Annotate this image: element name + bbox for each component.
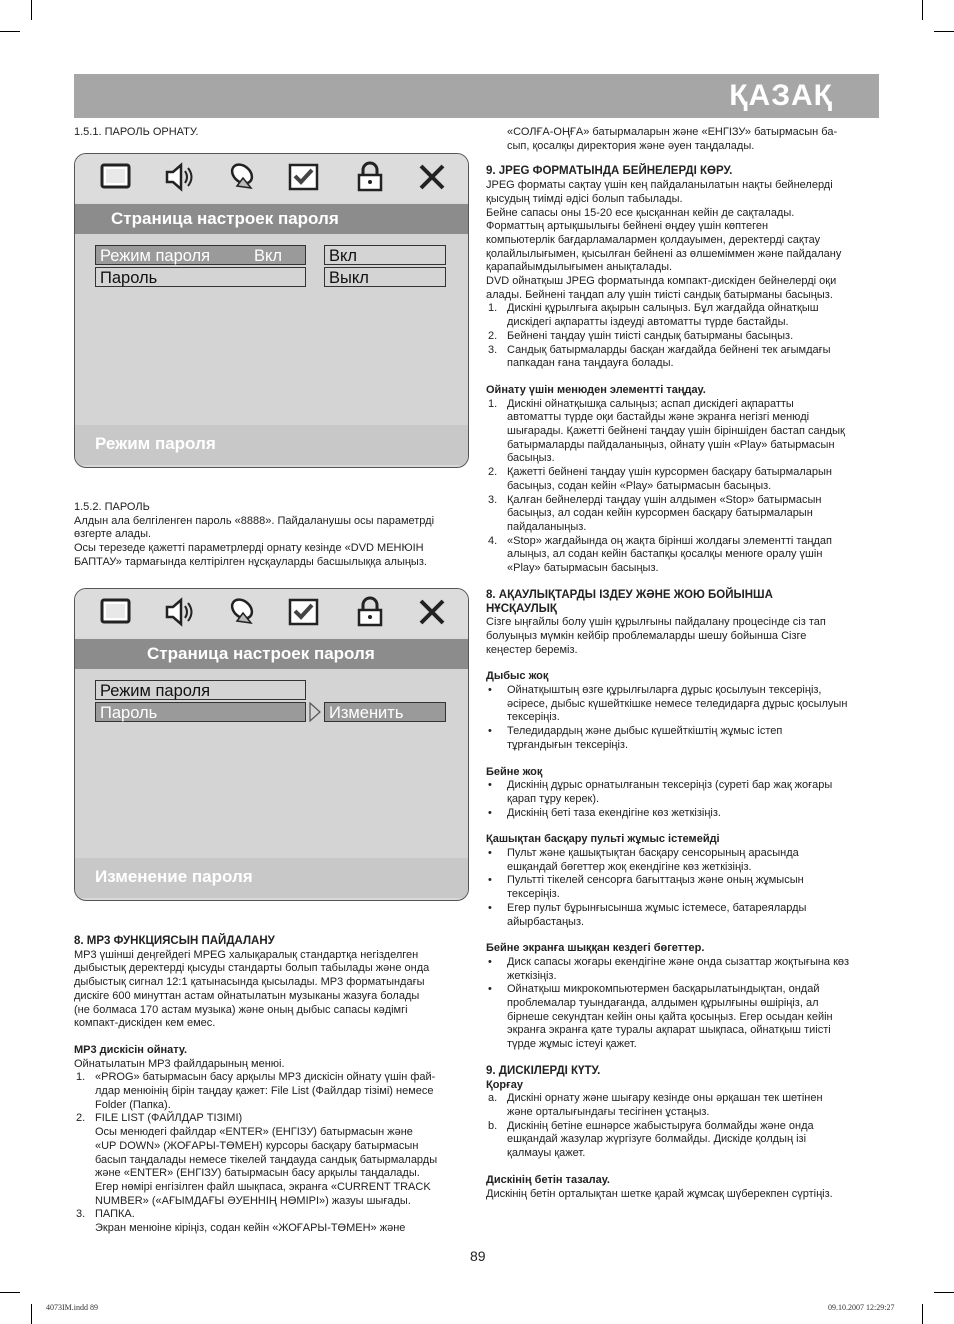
option-label: Выкл [329, 269, 369, 287]
list-marker: • [488, 955, 492, 968]
continued-list-text [486, 126, 881, 153]
subsection-title: Дискінің бетін тазалау. [486, 1173, 610, 1186]
page-number: 89 [470, 1248, 486, 1264]
list-item [486, 398, 881, 467]
list-item [486, 344, 881, 371]
list-item-line: түрде жұмыс істеуі қажет. [507, 1038, 637, 1051]
list-item-line: папкадан ғана таңдауға болады. [507, 357, 674, 370]
crop-mark [922, 0, 923, 20]
subsection-title: Дыбыс жоқ [486, 670, 549, 683]
password-mode-row[interactable] [95, 680, 306, 700]
option-label: Вкл [329, 247, 358, 265]
paragraph-line: Дискінің бетін орталықтан шетке қарай жұмсақ шүберекпен сүртіңіз. [486, 1187, 833, 1200]
padlock-icon [353, 595, 387, 629]
list-marker: • [488, 725, 492, 738]
subsection-title: Бейне экранға шыққан кездегі бөгеттер. [486, 942, 705, 955]
list-item-line: Қажетті бейнені таңдау үшін курсормен басқару батырмаларын [507, 466, 832, 479]
list-item [486, 902, 881, 929]
list-item-line: батырмаларды пайдаланыңыз, ойнату үшін «Play» батырмасын [507, 438, 835, 451]
row-label: Пароль [100, 269, 158, 287]
paragraph-line: компакт-дискіден кем емес. [74, 1017, 216, 1030]
list-item-line: Ойнатқыштың өзге құрылғыларға дұрыс қосылуын тексеріңіз, [507, 684, 822, 697]
osd-body [75, 669, 468, 858]
change-password-option[interactable] [324, 702, 446, 722]
row-label: Режим пароля [100, 247, 211, 265]
section-1-5-1-title: 1.5.1. ПАРОЛЬ ОРНАТУ. [74, 126, 199, 138]
list-item-line: бірнеше секундтан кейін оны қайта қосыңыз. Егер осыдан кейін [507, 1010, 833, 1023]
audio-speaker-icon [163, 160, 197, 194]
list-item-line: Дискінің дұрыс орнатылғанын тексеріңіз (суреті бар жақ жоғары [507, 779, 833, 792]
list-item-line: Бейнені таңдау үшін тиісті сандық батырманы басыңыз. [507, 329, 794, 342]
crop-mark [31, 1304, 32, 1324]
osd-title-bar [75, 204, 468, 234]
subsection-title: Қашықтан басқару пульті жұмыс істемейді [486, 833, 720, 846]
list-item-line: және орталығындағы тесігінен ұстаңыз. [507, 1106, 710, 1118]
list-marker: 3. [488, 493, 498, 506]
list-marker: • [488, 983, 492, 996]
list-marker: • [488, 684, 492, 697]
paragraph-line: дискіге 600 минуттан астам ойнатылатын музыканы жазуға болады [74, 989, 420, 1002]
paragraph-line: қолайлылығымен, қысылған бейнені аз өлшеміммен және пайдалану [486, 247, 842, 260]
crop-mark [0, 1292, 20, 1293]
list-item-line: «PROG» батырмасын басу арқылы MP3 дискісін ойнату үшін фай- [95, 1071, 436, 1084]
list-marker: 1. [76, 1071, 86, 1084]
tv-screen-icon [99, 595, 133, 629]
language-title: ҚАЗАҚ [729, 79, 833, 112]
osd-title-bar [75, 639, 468, 669]
list-item-line: Дискінің беті таза екендігіне көз жеткізіңіз. [507, 806, 721, 819]
list-item [486, 874, 881, 901]
bullet-list [486, 684, 881, 753]
padlock-icon [353, 160, 387, 194]
section-title: 8. АҚАУЛЫҚТАРДЫ ІЗДЕУ ЖӘНЕ ЖОЮ БОЙЫНША [486, 588, 773, 601]
list-item [74, 1112, 474, 1208]
paragraph-line: «СОЛҒА-ОҢҒА» батырмаларын және «ЕНГІЗУ» батырмасын ба- [507, 126, 838, 138]
subsection-title: MP3 дискісін ойнату. [74, 1043, 188, 1056]
section-title: 9. ДИСКІЛЕРДІ КҮТУ. [486, 1064, 601, 1077]
list-item-line: Дискіні құрылғыға ақырын салыңыз. Бұл жағдайда ойнатқыш [507, 302, 819, 315]
list-item [486, 466, 881, 493]
list-marker: 2. [488, 466, 498, 479]
paragraph-line: JPEG форматы сақтау үшін кең пайдаланылатын нақты бейнелерді [486, 179, 833, 192]
paragraph-line: Сізге ыңғайлы болу үшін құрылғыны пайдалану процесінде сіз тап [486, 616, 826, 629]
list-item-line: Дискіні ойнатқышқа салыңыз; аспап дискідегі ақпаратты [507, 397, 794, 410]
osd-title: Страница настроек пароля [111, 209, 339, 228]
list-item-line: Пульт және қашықтықтан басқару сенсорының арасында [507, 847, 799, 860]
numbered-list [74, 1071, 474, 1235]
list-item-line: Ойнатқыш микрокомпьютермен басқарылатындықтан, ондай [507, 983, 820, 996]
close-icon [415, 160, 449, 194]
list-item-line: лдар менюінің бірін таңдау қажет: File List (Файлдар тізімі) немесе [95, 1085, 434, 1098]
list-item-line: қалмауы қажет. [507, 1147, 586, 1160]
list-item-line: басыңыз, ал содан кейін курсормен басқару батырмаларын [507, 507, 813, 520]
list-marker: a. [488, 1092, 498, 1105]
list-item [486, 1120, 881, 1161]
print-footer-filename: 4073IM.indd 89 [46, 1303, 98, 1312]
list-item-line: проблемалар туындағанда, алдымен құрылғыны өшіріңіз, ал [507, 997, 819, 1010]
list-item [486, 330, 881, 344]
row-label: Пароль [100, 704, 158, 722]
list-marker: • [488, 806, 492, 819]
list-item [486, 302, 881, 329]
list-item-line: пайдаланыңыз. [507, 520, 587, 533]
section-title: 1.5.2. ПАРОЛЬ [74, 501, 150, 513]
osd-footer [75, 858, 468, 898]
section-title: 9. JPEG ФОРМАТЫНДА БЕЙНЕЛЕРДІ КӨРУ. [486, 165, 733, 178]
arrow-right-icon [308, 702, 322, 722]
numbered-list [486, 302, 881, 371]
paragraph-line: Осы терезеде қажетті параметрлерді орнату кезінде «DVD МЕНЮІН [74, 542, 424, 555]
checkmark-icon [287, 595, 321, 629]
list-item [486, 983, 881, 1052]
paragraph-line: алады. Бейнені таңдап алу үшін тиісті сандық батырманы басыңыз. [486, 288, 833, 301]
list-marker: 3. [76, 1208, 86, 1221]
list-marker: • [488, 874, 492, 887]
list-item-line: және «ENTER» (ЕНГІЗУ) батырмасын басу арқылы таңдалады. [95, 1167, 420, 1180]
password-setup-osd-2 [74, 588, 469, 901]
list-item-line: әсіресе, дыбыс күшейткішке немесе теледидарға дұрыс қосылуын [507, 697, 848, 710]
bullet-list [486, 956, 881, 1052]
password-mode-row[interactable] [95, 245, 306, 265]
list-marker: 1. [488, 397, 498, 410]
list-marker: 3. [488, 343, 498, 356]
subsection-title: Ойнату үшін менюден элементті таңдау. [486, 383, 706, 396]
list-item-line: «UP DOWN» (ЖОҒАРЫ-ТӨМЕН) курсоры басқару батырмасын [95, 1139, 419, 1152]
list-marker: • [488, 779, 492, 792]
option-label: Изменить [329, 704, 404, 722]
lettered-list [486, 1092, 881, 1161]
list-item-line: «Play» батырмасын басыңыз. [507, 562, 659, 575]
bullet-list [486, 847, 881, 929]
list-item-line: ешқандай жазулар жүргізуге болмайды. Дискіде қолдың ізі [507, 1133, 807, 1146]
list-item-line: шығарады. Қажетті бейнені таңдау үшін біріншіден бастап сандық [507, 425, 845, 438]
password-row[interactable] [95, 267, 306, 287]
list-item-line: ешқандай бөгеттер жоқ екендігіне көз жеткізіңіз. [507, 860, 752, 873]
list-item-line: жеткізіңіз. [507, 969, 557, 982]
crop-mark [0, 31, 20, 32]
list-item-line: Сандық батырмаларды басқан жағдайда бейнені тек ағымдағы [507, 343, 831, 356]
list-item [74, 1208, 474, 1235]
paragraph-line: болуыңыз мүмкін кейбір проблемаларды шешу бойынша Сізге [486, 629, 807, 642]
list-item-line: Егер нөмірі енгізілген файл шықпаса, экранға «CURRENT TRACK [95, 1180, 431, 1193]
list-item-line: алыңыз, ал содан кейін бастапқы қосалқы менюге оралу үшін [507, 548, 823, 561]
row-value: Вкл [254, 247, 283, 265]
osd-title: Страница настроек пароля [147, 644, 375, 663]
audio-speaker-icon [163, 595, 197, 629]
osd-icon-bar [75, 154, 468, 202]
paragraph-line: Бейне сапасы оны 15-20 есе қысқаннан кейін де сақталады. [486, 206, 795, 219]
list-item-line: тексеріңіз. [507, 888, 560, 901]
crop-mark [31, 0, 32, 20]
list-item [486, 779, 881, 806]
list-item-line: ПАПКА. [95, 1208, 135, 1221]
crop-mark [934, 1292, 954, 1293]
list-item-line: Теледидардың және дыбыс күшейткіштің жұмыс істеп [507, 725, 783, 738]
paragraph-line: Форматтың артықшылығы бейнені өңдеу үшін көптеген [486, 220, 769, 233]
numbered-list [486, 398, 881, 576]
list-item [486, 725, 881, 752]
bullet-list [486, 779, 881, 820]
subsection-title: Қорғау [486, 1078, 523, 1091]
paragraph-line: қысудың тиімді әдісі болып табылады. [486, 192, 683, 205]
crop-mark [922, 1304, 923, 1324]
satellite-dish-icon [227, 160, 261, 194]
list-item-line: автоматты түрде оқи бастайды және экранға негізгі менюді [507, 411, 810, 424]
checkmark-icon [287, 160, 321, 194]
list-marker: b. [488, 1119, 498, 1132]
language-header-bar [74, 74, 879, 118]
mp3-section [74, 935, 474, 1236]
row-label: Режим пароля [100, 682, 211, 700]
paragraph-line: (не болмаса 170 астам музыка) және оның дыбыс сапасы кәдімгі [74, 1003, 408, 1016]
list-marker: 2. [76, 1112, 86, 1125]
paragraph [486, 179, 881, 302]
password-setup-osd-1 [74, 153, 469, 468]
list-item [486, 956, 881, 983]
list-item-line: «Stop» жағдайында оң жақта бірінші жолдағы элементті таңдап [507, 534, 832, 547]
osd-icon-bar [75, 589, 468, 637]
list-item-line: FILE LIST (ФАЙЛДАР ТІЗІМІ) [95, 1112, 243, 1125]
crop-mark [934, 31, 954, 32]
list-marker: 4. [488, 534, 498, 547]
close-icon [415, 595, 449, 629]
list-item [486, 807, 881, 821]
list-item-line: Дискінің бетіне ешнәрсе жабыстыруға болмайды және онда [507, 1119, 814, 1132]
paragraph-line: дыбыстық деректерді қысуды стандарты болып табылады және онда [74, 962, 430, 975]
paragraph-line: сып, қосалқы директория және әуен таңдалады. [507, 139, 755, 152]
list-item-line: дискідегі ақпаратты іздеуді автоматты түрде бастайды. [507, 316, 789, 329]
list-item [74, 1071, 474, 1112]
list-item-line: Егер пульт бұрынғысынша жұмыс істемесе, батареяларды [507, 901, 807, 914]
list-item-line: экранға экранға қате туралы ақпарат шықпаса, ойнатқыш тиісті [507, 1024, 831, 1037]
paragraph-line: DVD ойнатқыш JPEG форматында компакт-дискіден бейнелерді оқи [486, 275, 837, 288]
list-item-line: тексеріңіз. [507, 711, 560, 724]
tv-screen-icon [99, 160, 133, 194]
list-item-line: тұрғандығын тексеріңіз. [507, 738, 628, 751]
list-item-line: Экран менюіне кіріңіз, содан кейін «ЖОҒАРЫ-ТӨМЕН» және [95, 1222, 406, 1235]
list-marker: 1. [488, 302, 498, 315]
osd-footer-text: Изменение пароля [95, 867, 253, 886]
list-item-line: Пультті тікелей сенсорға бағыттаңыз және оның жұмысын [507, 874, 804, 887]
paragraph-line: қарапайымдылығымен анықталады. [486, 261, 673, 274]
list-item-line: Дискіні орнату және шығару кезінде оны әрқашан тек шетінен [507, 1092, 823, 1105]
paragraph-line: дыбыстық сигнал 12:1 қатынасында қысылады. MP3 форматындағы [74, 976, 425, 989]
paragraph-line: өзгерте алады. [74, 528, 152, 541]
list-marker: • [488, 901, 492, 914]
list-item [486, 847, 881, 874]
section-1-5-2 [74, 501, 474, 570]
satellite-dish-icon [227, 595, 261, 629]
section-title: 8. MP3 ФУНКЦИЯСЫН ПАЙДАЛАНУ [74, 935, 275, 947]
list-item-line: Диск сапасы жоғары екендігіне және онда сызаттар жоқтығына көз [507, 955, 850, 968]
osd-body [75, 234, 468, 425]
paragraph-line: Ойнатылатын MP3 файлдарының менюі. [74, 1057, 285, 1070]
list-item-line: басыңыз. [507, 452, 555, 465]
paragraph-line: кеңестер береміз. [486, 643, 578, 656]
print-footer-timestamp: 09.10.2007 12:29:27 [828, 1303, 895, 1312]
list-marker: • [488, 847, 492, 860]
list-item-line: Folder (Папка). [95, 1098, 171, 1111]
list-item-line: басыңыз, содан кейін «Play» батырмасын басыңыз. [507, 479, 772, 492]
right-column [486, 126, 881, 1201]
section-title: НҰСҚАУЛЫҚ [486, 602, 557, 615]
list-item [486, 535, 881, 576]
list-item [486, 494, 881, 535]
list-item-line: айырбастаңыз. [507, 915, 585, 928]
option-off[interactable] [324, 267, 446, 287]
list-item-line: NUMBER» («АҒЫМДАҒЫ ӘУЕННІҢ НӨМІРІ») жазуы шығады. [95, 1194, 411, 1207]
list-marker: 2. [488, 329, 498, 342]
list-item [486, 1092, 881, 1119]
paragraph-line: БАПТАУ» тармағында келтірілген нұсқауларды басшылыққа алыңыз. [74, 555, 427, 568]
paragraph [486, 616, 881, 657]
list-item-line: қарап тұру керек). [507, 792, 600, 805]
paragraph [74, 949, 474, 1031]
paragraph-line: компьютерлік бағдарламалармен қолдауымен, деректерді сақтау [486, 233, 821, 246]
paragraph-line: MP3 үшінші деңгейдегі MPEG халықаралық стандартқа негізделген [74, 948, 419, 961]
list-item-line: Осы менюдегі файлдар «ENTER» (ЕНГІЗУ) батырмасын және [95, 1126, 413, 1139]
list-item-line: Қалған бейнелерді таңдау үшін алдымен «Stop» батырмасын [507, 493, 822, 506]
osd-footer-text: Режим пароля [95, 434, 216, 453]
paragraph-line: Алдын ала белгіленген пароль «8888». Пайдаланушы осы параметрді [74, 514, 435, 527]
list-item-line: басып таңдалады немесе тікелей таңдауда сандық батырмаларды [95, 1153, 438, 1166]
osd-footer [75, 425, 468, 465]
subsection-title: Бейне жоқ [486, 765, 543, 778]
option-on[interactable] [324, 245, 446, 265]
password-row[interactable] [95, 702, 306, 722]
list-item [486, 684, 881, 725]
